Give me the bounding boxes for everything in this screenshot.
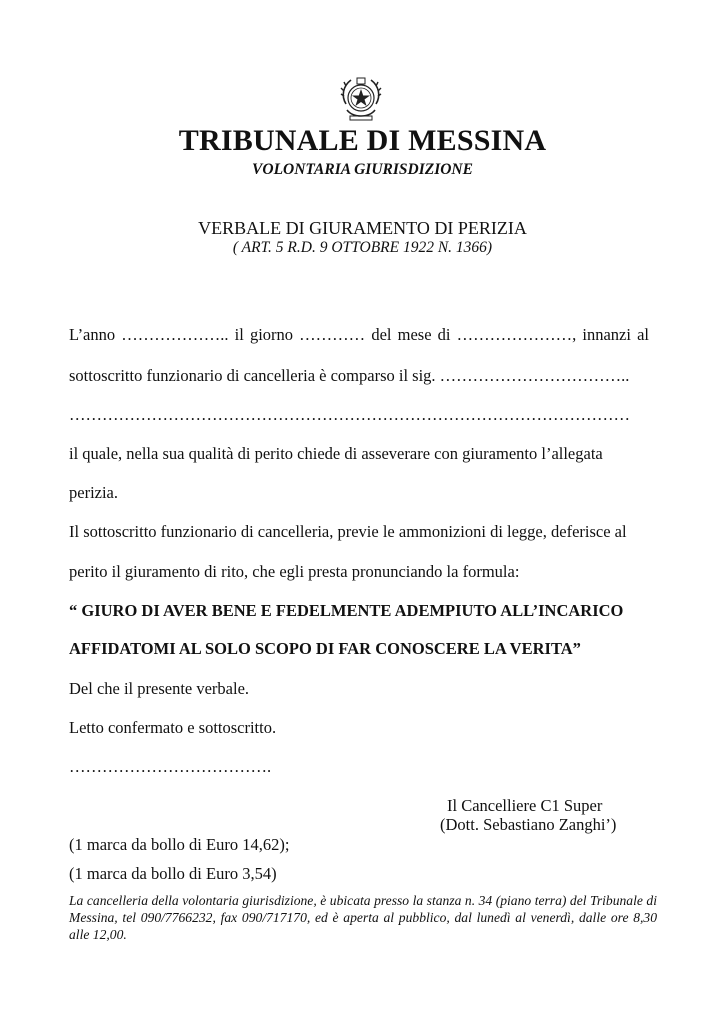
body-line-1: L’anno ……………….. il giorno ………… del mese di …………………, innanzi al (69, 325, 649, 344)
signatory-role: Il Cancelliere C1 Super (447, 796, 603, 815)
stamp-note-2: (1 marca da bollo di Euro 3,54) (69, 864, 277, 883)
body-line-2: sottoscritto funzionario di cancelleria è comparso il sig. …………………………….. (69, 366, 630, 385)
section-name: VOLONTARIA GIURISDIZIONE (252, 161, 473, 178)
body-line-8: Del che il presente verbale. (69, 679, 250, 698)
body-line-3: ………………………………………………………………………………………… (69, 405, 630, 424)
body-line-6: Il sottoscritto funzionario di cancelleria, previe le ammonizioni di legge, deferisce al (69, 522, 627, 541)
stamp-note-1: (1 marca da bollo di Euro 14,62); (69, 835, 290, 854)
signature-line: ………………………………. (69, 757, 272, 776)
body-line-7: perito il giuramento di rito, che egli presta pronunciando la formula: (69, 562, 520, 581)
oath-line-2: AFFIDATOMI AL SOLO SCOPO DI FAR CONOSCERE LA VERITA” (69, 639, 581, 658)
body-line-5: perizia. (69, 483, 119, 502)
legal-reference: ( ART. 5 R.D. 9 OTTOBRE 1922 N. 1366) (232, 239, 493, 256)
oath-line-1: “ GIURO DI AVER BENE E FEDELMENTE ADEMPIUTO ALL’INCARICO (69, 601, 624, 620)
court-name: TRIBUNALE DI MESSINA (178, 124, 547, 157)
body-line-4: il quale, nella sua qualità di perito chiede di asseverare con giuramento l’allegata (69, 444, 603, 463)
office-info-footer: La cancelleria della volontaria giurisdizione, è ubicata presso la stanza n. 34 (piano terra) del Tribunale di Messina, tel 090/7766232, fax 090/717170, ed è aperta al pubblico, dal lunedì al venerdì, dalle ore 8,30 alle 12,00. (69, 893, 657, 942)
document-title: VERBALE DI GIURAMENTO DI PERIZIA (198, 218, 527, 238)
body-line-9: Letto confermato e sottoscritto. (69, 718, 277, 737)
signatory-name: (Dott. Sebastiano Zanghi’) (440, 815, 617, 834)
italian-republic-emblem-icon (337, 74, 385, 124)
